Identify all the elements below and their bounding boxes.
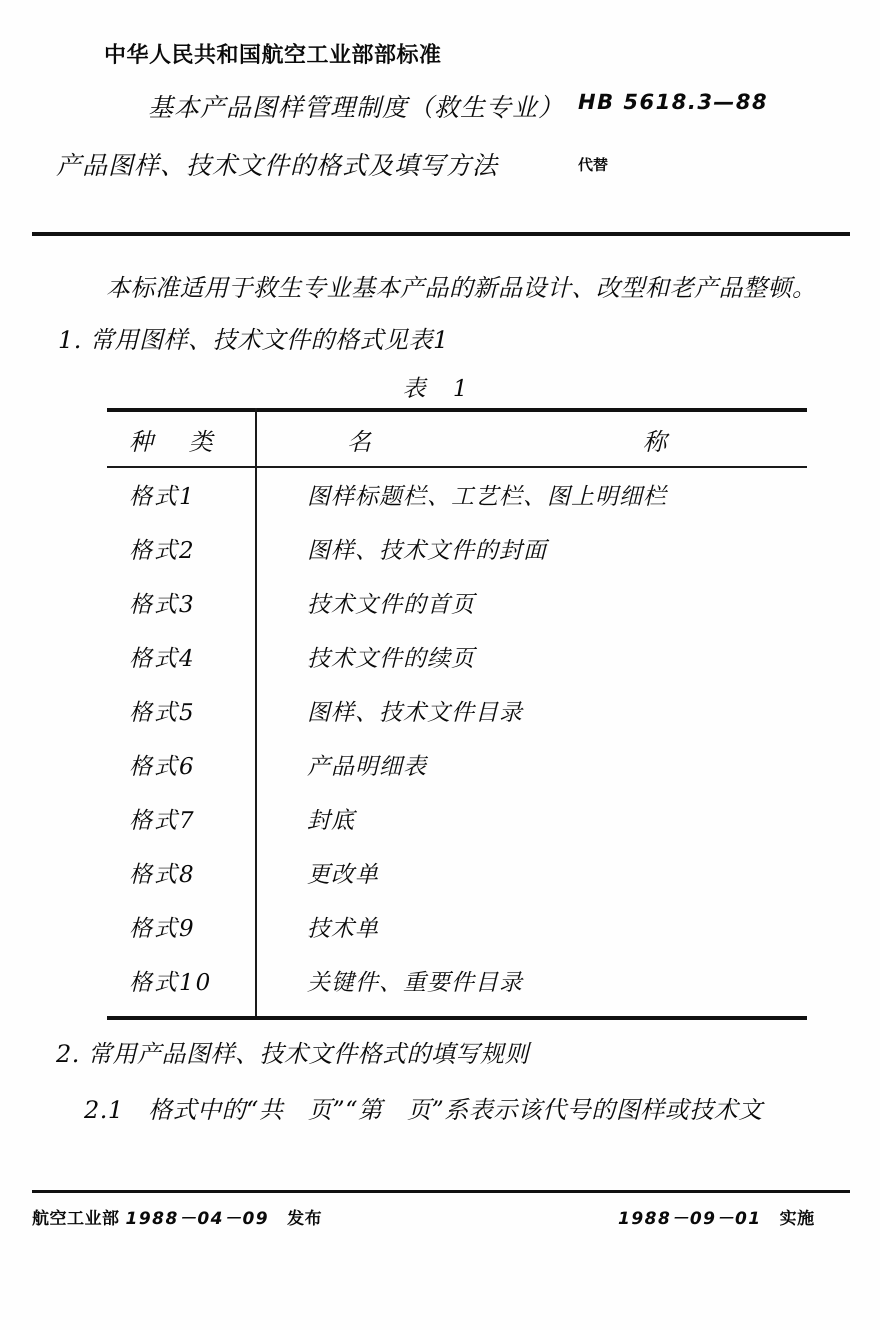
table-row	[107, 524, 807, 578]
clause-2-1-paragraph: 2.1 格式中的“共 页”“第 页”系表示该代号的图样或技术文	[84, 1096, 763, 1124]
document-header	[0, 0, 880, 236]
document-subtitle: 产品图样、技术文件的格式及填写方法	[56, 151, 499, 180]
table-cell-name: 技术文件的首页	[307, 592, 475, 618]
footer-divider-rule	[32, 1190, 850, 1193]
table-row	[107, 578, 807, 632]
table-row	[107, 848, 807, 902]
footer-effective-action: 实施	[779, 1209, 815, 1229]
table-cell-kind: 格式7	[129, 808, 196, 834]
document-title-row	[0, 88, 880, 134]
table-cell-name: 图样标题栏、工艺栏、图上明细栏	[307, 484, 667, 510]
issuing-organization-title: 中华人民共和国航空工业部部标准	[104, 43, 442, 68]
table-cell-name: 技术单	[307, 916, 379, 942]
footer-issue-action: 发布	[287, 1209, 323, 1229]
document-title: 基本产品图样管理制度（救生专业）	[148, 93, 565, 122]
footer-issue-group	[32, 1204, 322, 1229]
document-subtitle-row	[0, 146, 880, 192]
footer-issue-date: 1988－04－09	[125, 1209, 270, 1229]
table-header-category: 种 类	[129, 428, 227, 456]
table-cell-kind: 格式8	[129, 862, 196, 888]
standard-number: HB 5618.3—88	[578, 90, 769, 114]
header-divider-rule	[32, 232, 850, 236]
table-row	[107, 740, 807, 794]
table-cell-kind: 格式10	[129, 970, 213, 996]
footer-effective-group	[612, 1204, 815, 1229]
table-row	[107, 470, 807, 524]
table-cell-kind: 格式3	[129, 592, 196, 618]
table-cell-kind: 格式5	[129, 700, 196, 726]
table-cell-name: 封底	[307, 808, 355, 834]
table-row	[107, 794, 807, 848]
table-cell-kind: 格式2	[129, 538, 196, 564]
clause-2-paragraph: 2. 常用产品图样、技术文件格式的填写规则	[56, 1040, 530, 1068]
table-header-rule	[107, 466, 807, 468]
table-row	[107, 632, 807, 686]
table-bottom-rule	[107, 1016, 807, 1020]
table-row	[107, 902, 807, 956]
table-cell-name: 关键件、重要件目录	[307, 970, 523, 996]
document-footer	[0, 1200, 880, 1244]
table-header-name: 名 称	[347, 428, 799, 456]
table-cell-kind: 格式4	[129, 646, 196, 672]
scope-paragraph: 本标准适用于救生专业基本产品的新品设计、改型和老产品整顿。	[106, 274, 817, 302]
clause-1-paragraph: 1. 常用图样、技术文件的格式见表1	[58, 326, 449, 354]
table-top-rule	[107, 408, 807, 412]
footer-issuing-agency: 航空工业部	[32, 1209, 120, 1229]
table-cell-kind: 格式6	[129, 754, 196, 780]
table-cell-name: 更改单	[307, 862, 379, 888]
replaces-label: 代替	[578, 156, 609, 174]
table-cell-kind: 格式1	[129, 484, 196, 510]
table-cell-name: 产品明细表	[307, 754, 427, 780]
table-caption: 表 1	[402, 376, 478, 402]
table-cell-name: 图样、技术文件目录	[307, 700, 523, 726]
table-row	[107, 686, 807, 740]
table-cell-name: 图样、技术文件的封面	[307, 538, 547, 564]
table-body	[107, 470, 807, 1010]
table-cell-kind: 格式9	[129, 916, 196, 942]
footer-effective-date: 1988－09－01	[618, 1209, 762, 1229]
table-cell-name: 技术文件的续页	[307, 646, 475, 672]
table-row	[107, 956, 807, 1010]
